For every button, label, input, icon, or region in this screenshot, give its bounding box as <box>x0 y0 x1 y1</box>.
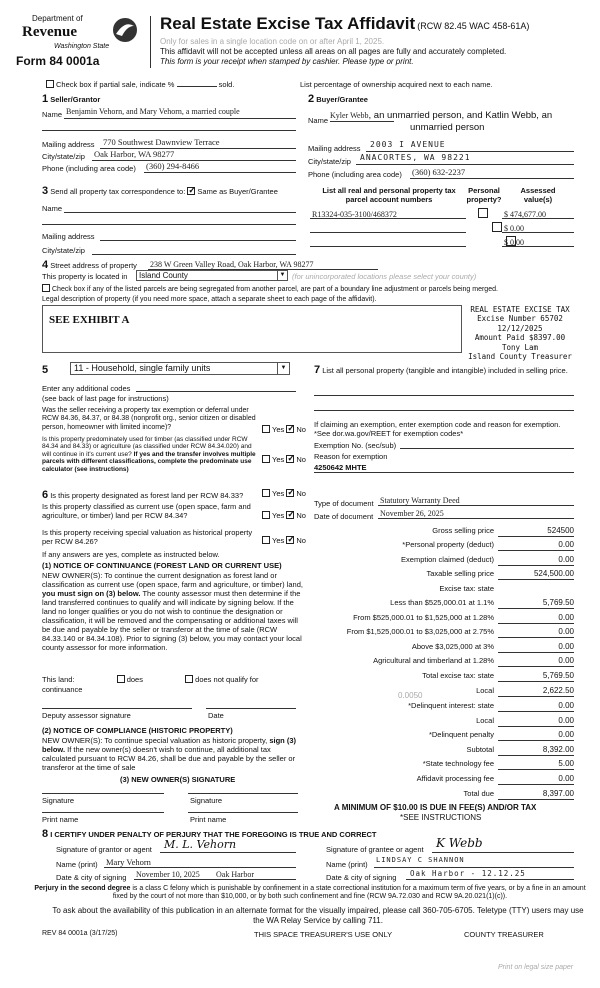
personal-col-header: Personal property? <box>466 186 502 204</box>
calc-row-value[interactable]: 524,500.00 <box>498 569 574 580</box>
section4-street: 4 Street address of property <box>42 259 137 271</box>
continuance-label: continuance <box>42 685 83 694</box>
s5-q2-answer: Yes ✓ No <box>262 455 306 464</box>
grantor-sig-label: Signature of grantor or agent <box>56 845 152 854</box>
seller-name-label: Name <box>42 110 63 119</box>
seller-phone-field[interactable]: (360) 294-8466 <box>146 161 200 171</box>
buyer-city-field[interactable]: ANACORTES, WA 98221 <box>360 153 471 162</box>
calc-row <box>314 759 574 772</box>
s5-q1-answer: Yes ✓ No <box>262 425 306 434</box>
seller-mailing-label: Mailing address <box>42 140 95 149</box>
calc-row-label: *Personal property (deduct) <box>402 540 494 549</box>
grantor-date-field[interactable]: November 10, 2025 <box>136 870 200 879</box>
s6-q1-no[interactable] <box>286 489 294 497</box>
doc-date-field[interactable]: November 26, 2025 <box>380 509 444 518</box>
parcel-col-header: List all real and personal property tax parcel account numbers <box>322 186 456 204</box>
s6-q2-yes[interactable] <box>262 511 270 519</box>
s6-if-yes: If any answers are yes, complete as instructed below. <box>42 550 220 559</box>
segregated-checkbox[interactable] <box>42 284 50 292</box>
partial-sale-row: Check box if partial sale, indicate % sold. <box>46 80 234 89</box>
legal-description-box[interactable] <box>42 305 462 353</box>
s5-q2-no[interactable] <box>286 455 294 463</box>
header-note1: Only for sales in a single location code on or after April 1, 2025. <box>160 37 385 46</box>
section3-heading: 3 Send all property tax correspondence to: ✓ Same as Buyer/Grantee <box>42 185 278 198</box>
deputy-date-label: Date <box>208 711 224 720</box>
calc-row <box>314 686 574 699</box>
segregated-row: Check box if any of the listed parcels are being segregated from another parcel, are part of a boundary line adjustment or parcels being merged. <box>42 284 498 294</box>
grantee-name-label: Name (print) <box>326 860 368 869</box>
calc-row-label: Total due <box>463 789 494 798</box>
local-rate: 0.0050 <box>398 691 423 700</box>
header-note3: This form is your receipt when stamped by cashier. Please type or print. <box>160 57 414 66</box>
chevron-down-icon: ▼ <box>277 271 287 280</box>
calc-row <box>314 642 574 655</box>
buyer-name-field[interactable]: Kyler Webb, an unmarried person, and Katlin Webb, an <box>330 110 553 121</box>
calc-row <box>314 701 574 714</box>
s3-name-label: Name <box>42 204 63 213</box>
assessed-col-header: Assessed value(s) <box>520 186 556 204</box>
calc-row-value[interactable]: 5.00 <box>498 759 574 770</box>
calc-row-value[interactable]: 0.00 <box>498 613 574 624</box>
buyer-city-label: City/state/zip <box>308 157 351 166</box>
treasurer-use-label: THIS SPACE TREASURER'S USE ONLY <box>254 930 393 939</box>
agency-line2: Revenue <box>22 24 77 40</box>
calc-row-value[interactable]: 0.00 <box>498 730 574 741</box>
county-note: (for unincorporated locations please select your county) <box>292 272 477 281</box>
calc-row-label: Gross selling price <box>432 526 494 535</box>
calc-row <box>314 745 574 758</box>
calc-row <box>314 656 574 669</box>
s6-q1-answer: Yes ✓ No <box>262 489 306 498</box>
minimum-due: A MINIMUM OF $10.00 IS DUE IN FEE(S) AND/OR TAX <box>334 803 537 812</box>
notice3-heading: (3) NEW OWNER(S) SIGNATURE <box>120 775 236 784</box>
calc-row-value[interactable]: 8,397.00 <box>498 789 574 800</box>
calc-row-value[interactable]: 524500 <box>498 526 574 537</box>
personal-property-checkbox-2[interactable] <box>492 222 502 232</box>
personal-property-checkbox-1[interactable] <box>478 208 488 218</box>
exemption-no-label: Exemption No. (sec/sub) <box>314 441 397 450</box>
exemption-text: If claiming an exemption, enter exemption code and reason for exemption. *See dor.wa.gov/REET for exemption codes* <box>314 420 561 438</box>
alt-format-notice: To ask about the availability of this publication in an alternate format for the visually impaired, please call 360-705-6705. Teletype (TTY) users may use the WA Relay Service by calling 711. <box>52 906 584 925</box>
revenue-swirl-icon <box>110 16 140 44</box>
calc-row-label: Above $3,025,000 at 3% <box>411 642 494 651</box>
doc-type-field[interactable]: Statutory Warranty Deed <box>380 496 460 505</box>
calc-row-value[interactable]: 0.00 <box>498 540 574 551</box>
calc-row-label: *State technology fee <box>422 759 494 768</box>
parcel-number-1[interactable]: R13324-035-3100/468372 <box>312 210 397 219</box>
does-not-checkbox[interactable] <box>185 675 193 683</box>
excise-stamp: REAL ESTATE EXCISE TAX Excise Number 65702 12/12/2025 Amount Paid $8397.00 Tony Lam Island County Treasurer <box>468 305 572 361</box>
notice2-body: NEW OWNER(S): To continue special valuation as historic property, sign (3) below. If the new owner(s) doesn't wish to continue, all additional tax calculated pursuant to RCW 84.26, shall be due and payable by the seller or transferor at the time of sale <box>42 736 296 772</box>
grantor-date-label: Date & city of signing <box>56 873 127 882</box>
deputy-signature-label: Deputy assessor signature <box>42 711 131 720</box>
buyer-mailing-label: Mailing address <box>308 144 361 153</box>
buyer-name-line2: unmarried person <box>410 122 485 133</box>
calc-row-value[interactable]: 5,769.50 <box>498 598 574 609</box>
s6-q2-answer: Yes ✓ No <box>262 511 306 520</box>
s3-mailing-label: Mailing address <box>42 232 95 241</box>
calc-row-value[interactable]: 0.00 <box>498 716 574 727</box>
grantee-sig-label: Signature of grantee or agent <box>326 845 424 854</box>
assessed-value-1[interactable]: $ 474,677.00 <box>504 210 546 219</box>
s5-q2: Is this property predominately used for timber (as classified under RCW 84.34 and 84.33) or agriculture (as classified under RCW 84.34.020) and will continue in it's current use? If yes and the transfer involves multiple parcels with different classifications, complete the predominate use calculator (see instructions) <box>42 436 256 473</box>
seller-mailing-field[interactable]: 770 Southwest Dawnview Terrace <box>103 137 220 147</box>
calc-row-label: Subtotal <box>466 745 494 754</box>
calc-row-label: Agricultural and timberland at 1.28% <box>373 656 494 665</box>
seller-phone-label: Phone (including area code) <box>42 164 136 173</box>
calc-row <box>314 789 574 802</box>
s3-city-label: City/state/zip <box>42 246 85 255</box>
grantee-name-field[interactable]: LINDSAY C SHANNON <box>376 856 465 864</box>
calc-row-label: Local <box>476 716 494 725</box>
calc-row-label: Local <box>476 686 494 695</box>
header-note2: This affidavit will not be accepted unless all areas on all pages are fully and accurately completed. <box>160 47 507 56</box>
same-as-buyer-checkbox[interactable] <box>187 187 195 195</box>
grantor-name-field[interactable]: Mary Vehorn <box>106 857 151 867</box>
certify-heading: 8 I CERTIFY UNDER PENALTY OF PERJURY THAT THE FOREGOING IS TRUE AND CORRECT <box>42 828 377 840</box>
s6-q1-yes[interactable] <box>262 489 270 497</box>
calc-row <box>314 598 574 611</box>
does-checkbox[interactable] <box>117 675 125 683</box>
section7-text: 7 List all personal property (tangible and intangible) included in selling price. <box>314 364 568 376</box>
buyer-heading: 2 Buyer/Grantee <box>308 93 368 105</box>
s6-q2-no[interactable] <box>286 511 294 519</box>
calc-row-value[interactable]: 0.00 <box>498 627 574 638</box>
owner-signature-label-1: Signature <box>42 796 75 805</box>
doc-date-label: Date of document <box>314 512 374 521</box>
notice2-heading: (2) NOTICE OF COMPLIANCE (HISTORIC PROPERTY) <box>42 726 233 735</box>
grantee-date-label: Date & city of signing <box>326 873 397 882</box>
calc-row-label: *Delinquent penalty <box>428 730 494 739</box>
calc-row-value[interactable]: 0.00 <box>498 701 574 712</box>
grantee-date-field[interactable]: Oak Harbor - 12.12.25 <box>410 869 526 878</box>
owner-signature-label-2: Signature <box>190 796 223 805</box>
land-use-select[interactable]: 11 - Household, single family units ▼ <box>70 362 290 375</box>
page-title: Real Estate Excise Tax Affidavit (RCW 82.45 WAC 458-61A) <box>160 14 530 33</box>
s5-q2-yes[interactable] <box>262 455 270 463</box>
seller-heading: 1 Seller/Grantor <box>42 93 101 105</box>
legal-description-text: SEE EXHIBIT A <box>49 314 130 326</box>
s5-q1-yes[interactable] <box>262 425 270 433</box>
ownership-note: List percentage of ownership acquired next to each name. <box>300 80 493 89</box>
s6-q3: Is this property receiving special valuation as historical property per RCW 84.26? <box>42 528 253 546</box>
buyer-mailing-field[interactable]: 2003 I AVENUE <box>370 140 446 149</box>
see-instructions: *SEE INSTRUCTIONS <box>400 813 482 822</box>
calc-row-value[interactable]: 0.00 <box>498 642 574 653</box>
seller-city-field[interactable]: Oak Harbor, WA 98277 <box>94 149 175 159</box>
calc-row-label: Exemption claimed (deduct) <box>401 555 494 564</box>
reason-field[interactable]: 4250642 MHTE <box>314 463 367 472</box>
partial-sale-checkbox[interactable] <box>46 80 54 88</box>
codes-note: (see back of last page for instructions) <box>42 394 169 403</box>
s6-q3-no[interactable] <box>286 536 294 544</box>
calc-row <box>314 584 574 597</box>
assessed-value-3[interactable]: $ 0.00 <box>504 238 524 247</box>
calc-row <box>314 627 574 640</box>
codes-label: Enter any additional codes <box>42 384 131 393</box>
notice1-heading: (1) NOTICE OF CONTINUANCE (FOREST LAND OR CURRENT USE) <box>42 561 282 570</box>
county-treasurer-label: COUNTY TREASURER <box>464 930 544 939</box>
calc-row <box>314 716 574 729</box>
doc-type-label: Type of document <box>314 499 374 508</box>
calc-row <box>314 671 574 684</box>
s6-q3-yes[interactable] <box>262 536 270 544</box>
calc-row <box>314 613 574 626</box>
this-land-row: This land: does does not qualify for <box>42 675 259 684</box>
form-number: Form 84 0001a <box>16 54 100 68</box>
calc-row-label: From $1,525,000.01 to $3,025,000 at 2.75% <box>346 627 494 636</box>
legal-label: Legal description of property (if you need more space, attach a separate sheet to each page of the affidavit). <box>42 296 377 303</box>
calc-row-label: Less than $525,000.01 at 1.1% <box>390 598 494 607</box>
located-label: This property is located in <box>42 272 128 281</box>
assessed-value-2[interactable]: $ 0.00 <box>504 224 524 233</box>
s6-q1: 6 Is this property designated as forest land per RCW 84.33? <box>42 489 244 501</box>
grantor-name-label: Name (print) <box>56 860 98 869</box>
calc-row-value[interactable]: 5,769.50 <box>498 671 574 682</box>
calc-row <box>314 569 574 582</box>
s5-q1: Was the seller receiving a property tax exemption or deferral under RCW 84.36, 84.37, or 84.38 (nonprofit org., senior citizen or disabled person, homeowner with limited income)? <box>42 407 256 431</box>
grantor-signature[interactable]: M. L. Vehorn <box>164 838 237 851</box>
calc-row <box>314 526 574 539</box>
calc-row-label: Excise tax: state <box>439 584 494 593</box>
s5-q1-no[interactable] <box>286 425 294 433</box>
calc-row-label: Taxable selling price <box>426 569 494 578</box>
dor-logo <box>14 14 144 72</box>
rev-number: REV 84 0001a (3/17/25) <box>42 930 118 937</box>
seller-name-field[interactable]: Benjamin Vehorn, and Mary Vehorn, a married couple <box>66 107 240 116</box>
reason-label: Reason for exemption <box>314 452 388 461</box>
agency-line1: Department of <box>32 14 83 23</box>
calc-row-label: From $525,000.01 to $1,525,000 at 1.28% <box>353 613 494 622</box>
calc-row-label: Affidavit processing fee <box>416 774 494 783</box>
buyer-phone-label: Phone (including area code) <box>308 170 402 179</box>
calc-row-value[interactable]: 2,622.50 <box>498 686 574 697</box>
calc-row-value[interactable]: 0.00 <box>498 656 574 667</box>
calc-row-label: *Delinquent interest: state <box>408 701 494 710</box>
calc-row-value[interactable]: 0.00 <box>498 555 574 566</box>
s6-q2: Is this property classified as current use (open space, farm and agriculture, or timber) land per RCW 84.34? <box>42 502 251 520</box>
county-select[interactable]: Island County ▼ <box>136 270 288 281</box>
buyer-name-label: Name <box>308 116 329 125</box>
perjury-notice: Perjury in the second degree is a class C felony which is punishable by confinement in a state correctional institution for a maximum term of five years, or by a fine in an amount fixed by the court of not more than $10,000, or by both such confinement and fine (RCW 9A.72.030 and RCW 9A.20.021(1)(c)). <box>34 885 586 901</box>
owner-print-label-1: Print name <box>42 815 79 824</box>
calc-row-label: Total excise tax: state <box>422 671 494 680</box>
agency-line3: Washington State <box>54 43 110 50</box>
calc-row-value[interactable]: 8,392.00 <box>498 745 574 756</box>
calc-row <box>314 774 574 787</box>
buyer-phone-field[interactable]: (360) 632-2237 <box>412 167 466 177</box>
notice1-body: NEW OWNER(S): To continue the current designation as forest land or classification as current use (open space, farm and agriculture, or timber) land, you must sign on (3) below. The county assessor must then determine if the land transferred continues to qualify and will indicate by signing below. If the land no longer qualifies or you do not wish to continue the designation or classification, it will be removed and the compensating or additional taxes will be due and payable by the seller or transferor at the time of sale (RCW 84.33.140 or 84.34.108). Prior to signing (3) below, you may contact your local county assessor for more information. <box>42 571 303 652</box>
owner-print-label-2: Print name <box>190 815 227 824</box>
calc-row <box>314 555 574 568</box>
grantor-city-field[interactable]: Oak Harbor <box>216 870 254 879</box>
section5-num: 5 <box>42 364 49 376</box>
calc-row-value[interactable]: 0.00 <box>498 774 574 785</box>
grantee-signature[interactable]: K Webb <box>436 836 483 850</box>
chevron-down-icon: ▼ <box>277 363 289 374</box>
street-address-field[interactable]: 238 W Green Valley Road, Oak Harbor, WA 98277 <box>150 260 314 269</box>
calc-row <box>314 540 574 553</box>
print-legal-note: Print on legal size paper <box>498 964 574 971</box>
s6-q3-answer: Yes ✓ No <box>262 536 306 545</box>
calc-row <box>314 730 574 743</box>
seller-city-label: City/state/zip <box>42 152 85 161</box>
